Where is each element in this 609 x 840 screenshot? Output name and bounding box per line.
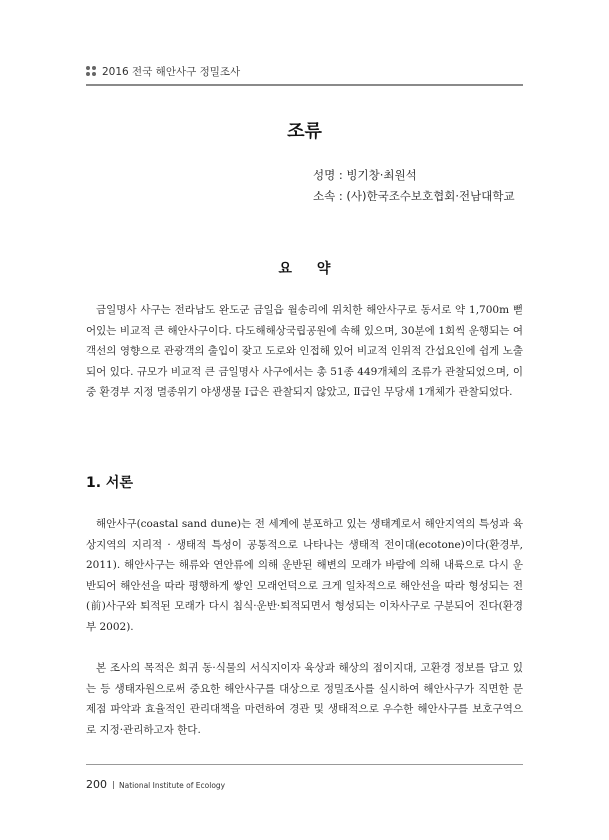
running-header [86, 60, 523, 86]
summary-paragraph: 금일명사 사구는 전라남도 완도군 금일읍 월송리에 위치한 해안사구로 동서로 약 1,700m 뻗어있는 비교적 큰 해안사구이다. 다도해해상국립공원에 속해 있으며, 30분에 1회씩 운행되는 여객선의 영향으로 관광객의 출입이 잦고 도로와 인접해 있어 비교적 인위적 간섭요인에 쉽게 노출되어 있다. 규모가 비교적 큰 금일명사 사구에서는 총 51종 449개체의 조류가 관찰되었으며, 이 중 환경부 지정 멸종위기 야생생물 Ⅰ급은 관찰되지 않았고, Ⅱ급인 무당새 1개체가 관찰되었다. [86, 304, 523, 399]
footer-rule [86, 764, 523, 765]
summary-heading: 요 약 [278, 261, 341, 277]
page-number: 200 [86, 778, 107, 791]
header-rule [86, 84, 523, 86]
bullet-dots-icon [86, 66, 98, 78]
affiliation-line: 소속 : (사)한국조수보호협회·전남대학교 [313, 189, 515, 203]
footer-separator [113, 781, 114, 789]
section-heading: 1. 서론 [86, 475, 133, 491]
footer-organization: National Institute of Ecology [119, 781, 226, 790]
page-footer [86, 773, 225, 792]
author-line: 성명 : 빙기창·최원석 [313, 168, 417, 182]
article-title: 조류 [287, 121, 322, 142]
body-paragraph: 본 조사의 목적은 희귀 동·식물의 서식지이자 육상과 해상의 점이지대, 고환경 정보를 담고 있는 등 생태자원으로써 중요한 해안사구를 대상으로 정밀조사를 실시하여 해안사구가 직면한 문제점 파악과 효율적인 관리대책을 마련하여 경관 및 생태적으로 우수한 해안사구를 보호구역으로 지정·관리하고자 한다. [86, 662, 523, 736]
body-paragraph: 해안사구(coastal sand dune)는 전 세계에 분포하고 있는 생태계로서 해안지역의 특성과 육상지역의 지리적 · 생태적 특성이 공통적으로 나타나는 생태적 전이대(ecotone)이다(환경부, 2011). 해안사구는 해류와 연안류에 의해 운반된 해변의 모래가 바람에 의해 내륙으로 다시 운반되어 해안선을 따라 평행하게 쌓인 모래언덕으로 크게 일차적으로 해안선을 따라 형성되는 전(前)사구와 퇴적된 모래가 다시 침식·운반·퇴적되면서 형성되는 이차사구로 구분되어 진다(환경부 2002). [86, 518, 523, 633]
running-title: 2016 전국 해안사구 정밀조사 [102, 66, 241, 78]
